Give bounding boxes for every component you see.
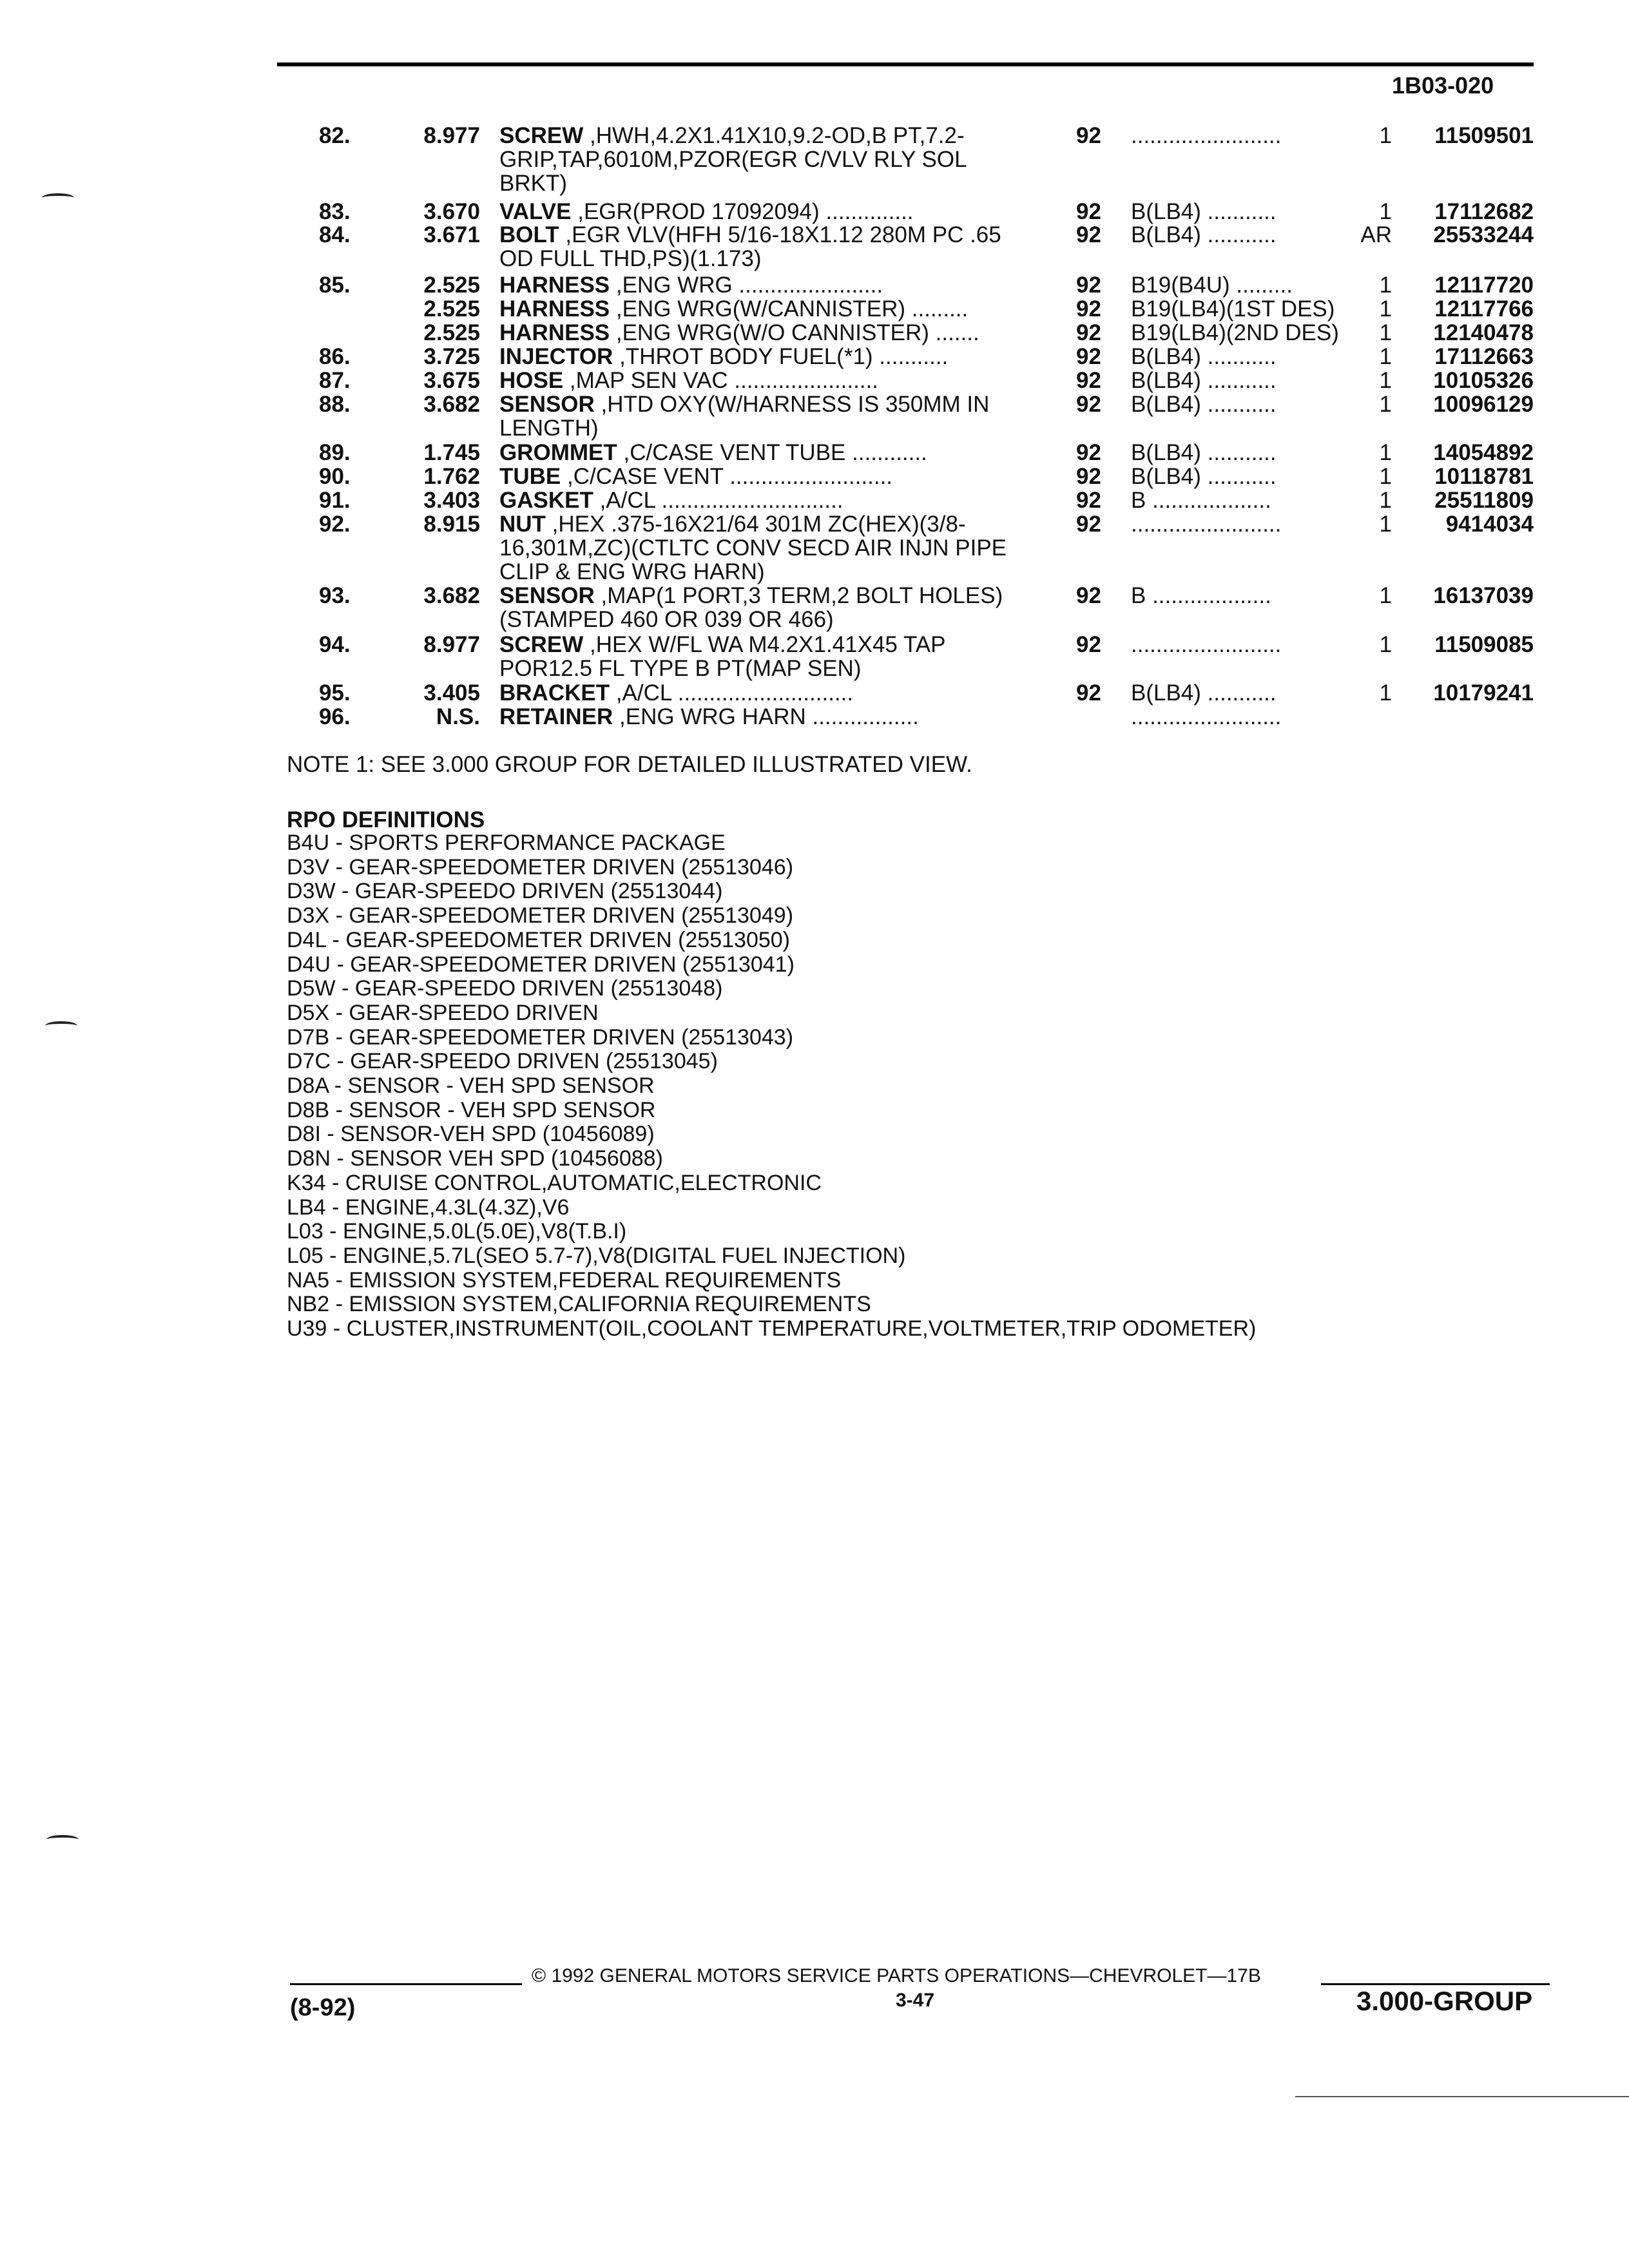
part-number: 10096129 [1433,392,1534,417]
rpo-item: U39 - CLUSTER,INSTRUMENT(OIL,COOLANT TEMPERATURE,VOLTMETER,TRIP ODOMETER) [287,1316,1257,1341]
part-description [499,345,1034,369]
usage: B(LB4) ........... [1131,199,1277,224]
part-detail: ,HEX .375-16X21/64 301M ZC(HEX)(3/8-16,301M,ZC)(CTLTC CONV SECD AIR INJN PIPE CLIP & ENG WRG HARN) [499,512,1007,584]
part-description [499,465,1034,488]
footer-rule-right [1321,1983,1550,1985]
part-detail: ,A/CL ............................ [610,680,854,706]
part-description [499,273,1034,297]
part-description [499,705,1034,729]
rpo-item: NB2 - EMISSION SYSTEM,CALIFORNIA REQUIREMENTS [287,1292,871,1317]
rpo-item: B4U - SPORTS PERFORMANCE PACKAGE [287,831,726,855]
part-detail: ,MAP SEN VAC ....................... [563,368,879,393]
part-description [499,200,1034,224]
part-detail: ,HTD OXY(W/HARNESS IS 350MM IN LENGTH) [499,392,990,441]
doc-code: 1B03-020 [1392,72,1494,99]
part-detail: ,EGR VLV(HFH 5/16-18X1.12 280M PC .65 OD FULL THD,PS)(1.173) [499,222,1001,271]
part-detail: ,ENG WRG(W/O CANNISTER) ....... [610,320,979,345]
usage: ........................ [1131,512,1282,537]
quantity: 1 [1379,273,1392,298]
part-name: SCREW [499,123,584,148]
part-name: BOLT [499,222,559,247]
item-number: 85. [319,273,351,298]
quantity: 1 [1379,368,1392,393]
group-number: 3.403 [423,488,480,513]
part-number: 9414034 [1445,512,1534,537]
rpo-item: D8B - SENSOR - VEH SPD SENSOR [287,1097,656,1122]
usage: B ................... [1131,488,1271,513]
part-detail: ,C/CASE VENT TUBE ............ [617,440,927,465]
part-description [499,681,1034,705]
rpo-item: D7C - GEAR-SPEEDO DRIVEN (25513045) [287,1049,718,1074]
part-name: NUT [499,512,546,537]
model-year: 92 [1076,392,1101,417]
revision-date: (8-92) [290,1994,356,2021]
usage: B(LB4) ........... [1131,680,1277,706]
rpo-item: D5W - GEAR-SPEEDO DRIVEN (25513048) [287,976,723,1001]
rpo-item: K34 - CRUISE CONTROL,AUTOMATIC,ELECTRONIC [287,1170,822,1195]
model-year: 92 [1076,512,1101,537]
quantity: 1 [1379,123,1392,148]
part-number: 17112682 [1434,199,1534,224]
part-name: SENSOR [499,392,595,417]
item-number: 94. [319,632,351,657]
margin-mark [46,1835,79,1844]
quantity: 1 [1379,583,1392,608]
usage: B19(LB4)(2ND DES) [1131,320,1339,345]
model-year: 92 [1076,199,1101,224]
group-number: 8.915 [423,512,480,537]
rpo-item: D8A - SENSOR - VEH SPD SENSOR [287,1073,655,1099]
part-number: 10118781 [1434,464,1534,489]
item-number: 93. [319,583,351,608]
usage: B(LB4) ........... [1131,440,1277,465]
part-description [499,321,1034,345]
usage: ........................ [1131,632,1282,657]
usage: B ................... [1131,583,1271,608]
model-year: 92 [1076,344,1101,369]
part-name: GROMMET [499,440,617,465]
item-number: 88. [319,392,351,417]
rpo-item: D7B - GEAR-SPEEDOMETER DRIVEN (25513043) [287,1024,794,1050]
rpo-definitions-list [287,831,1256,1341]
usage: B(LB4) ........... [1131,392,1277,417]
model-year: 92 [1076,222,1101,247]
group-number: 1.762 [423,464,480,489]
part-name: HARNESS [499,296,610,322]
part-name: INJECTOR [499,344,613,369]
rpo-item: L03 - ENGINE,5.0L(5.0E),V8(T.B.I) [287,1219,627,1244]
model-year: 92 [1076,583,1101,608]
part-description [499,124,1034,195]
bottom-edge-rule [1295,2096,1629,2097]
part-detail: ,ENG WRG(W/CANNISTER) ......... [610,296,969,322]
model-year: 92 [1076,464,1101,489]
group-number: 2.525 [423,273,480,298]
item-number: 96. [319,704,351,729]
part-number: 12117720 [1434,273,1534,298]
quantity: 1 [1379,344,1392,369]
group-number: 3.725 [423,344,480,369]
section-group: 3.000-GROUP [1356,1986,1533,2016]
model-year: 92 [1076,368,1101,393]
usage: B(LB4) ........... [1131,368,1277,393]
quantity: 1 [1379,632,1392,657]
part-detail: ,ENG WRG HARN ................. [613,704,919,729]
part-number: 12117766 [1434,296,1534,322]
illustration-note: NOTE 1: SEE 3.000 GROUP FOR DETAILED ILLUSTRATED VIEW. [287,752,972,777]
quantity: 1 [1379,392,1392,417]
rpo-item: D4U - GEAR-SPEEDOMETER DRIVEN (25513041) [287,952,795,977]
group-number: 8.977 [423,123,480,148]
group-number: 3.682 [423,583,480,608]
group-number: 1.745 [423,440,480,465]
usage: B(LB4) ........... [1131,464,1277,489]
margin-mark [42,193,74,202]
group-number: 8.977 [423,632,480,657]
rpo-item: D4L - GEAR-SPEEDOMETER DRIVEN (25513050) [287,927,790,952]
item-number: 92. [319,512,351,537]
group-number: 3.405 [423,680,480,706]
model-year: 92 [1076,488,1101,513]
model-year: 92 [1076,123,1101,148]
rpo-item: D8N - SENSOR VEH SPD (10456088) [287,1146,663,1171]
part-name: HARNESS [499,320,610,345]
item-number: 82. [319,123,351,148]
part-description [499,633,1034,680]
part-name: SENSOR [499,583,595,608]
rpo-item: L05 - ENGINE,5.7L(SEO 5.7-7),V8(DIGITAL FUEL INJECTION) [287,1243,906,1268]
quantity: 1 [1379,512,1392,537]
item-number: 91. [319,488,351,513]
part-description [499,369,1034,392]
part-detail: ,EGR(PROD 17092094) .............. [571,199,914,224]
item-number: 84. [319,222,351,247]
model-year: 92 [1076,680,1101,706]
part-description [499,488,1034,512]
rpo-item: NA5 - EMISSION SYSTEM,FEDERAL REQUIREMENTS [287,1267,842,1293]
part-number: 17112663 [1434,344,1534,369]
margin-mark [45,1021,77,1030]
model-year: 92 [1076,440,1101,465]
usage: ........................ [1131,704,1282,729]
part-description [499,512,1034,584]
part-description [499,297,1034,321]
footer-rule-left [290,1983,522,1985]
part-number: 12140478 [1433,320,1534,345]
part-detail: ,THROT BODY FUEL(*1) ........... [613,344,949,369]
part-name: HOSE [499,368,564,393]
part-description [499,584,1034,631]
item-number: 86. [319,344,351,369]
part-name: VALVE [499,199,572,224]
part-name: SCREW [499,632,584,657]
part-name: HARNESS [499,273,610,298]
part-detail: ,HWH,4.2X1.41X10,9.2-OD,B PT,7.2-GRIP,TAP,6010M,PZOR(EGR C/VLV RLY SOL BRKT) [499,123,967,196]
usage: ........................ [1131,123,1282,148]
rpo-item: D3W - GEAR-SPEEDO DRIVEN (25513044) [287,879,723,904]
rpo-item: D5X - GEAR-SPEEDO DRIVEN [287,1000,599,1025]
group-number: 2.525 [423,296,480,322]
group-number: N.S. [436,704,480,729]
quantity: 1 [1379,199,1392,224]
usage: B19(LB4)(1ST DES) [1131,296,1335,322]
part-detail: ,C/CASE VENT .......................... [561,464,893,489]
part-number: 11509085 [1434,632,1534,657]
part-description [499,392,1034,440]
usage: B(LB4) ........... [1131,344,1277,369]
group-number: 3.671 [423,222,480,247]
rpo-item: LB4 - ENGINE,4.3L(4.3Z),V6 [287,1195,570,1220]
usage: B(LB4) ........... [1131,222,1277,247]
model-year: 92 [1076,273,1101,298]
item-number: 83. [319,199,351,224]
part-number: 25533244 [1433,222,1534,247]
part-number: 16137039 [1433,583,1534,608]
model-year: 92 [1076,320,1101,345]
usage: B19(B4U) ......... [1131,273,1293,298]
item-number: 90. [319,464,351,489]
part-description [499,441,1034,465]
part-number: 11509501 [1434,123,1534,148]
rpo-item: D3V - GEAR-SPEEDOMETER DRIVEN (25513046) [287,854,794,879]
item-number: 87. [319,368,351,393]
part-description [499,223,1034,271]
part-name: TUBE [499,464,561,489]
group-number: 3.675 [423,368,480,393]
group-number: 3.670 [423,199,480,224]
part-detail: ,HEX W/FL WA M4.2X1.41X45 TAP POR12.5 FL TYPE B PT(MAP SEN) [499,632,945,681]
part-number: 25511809 [1434,488,1534,513]
quantity: AR [1360,222,1392,247]
part-detail: ,A/CL ............................. [593,488,843,513]
part-name: BRACKET [499,680,610,706]
quantity: 1 [1379,320,1392,345]
quantity: 1 [1379,296,1392,322]
page-number: 3-47 [896,1990,935,2011]
quantity: 1 [1379,440,1392,465]
part-name: GASKET [499,488,593,513]
rpo-item: D3X - GEAR-SPEEDOMETER DRIVEN (25513049) [287,903,794,928]
group-number: 3.682 [423,392,480,417]
part-detail: ,MAP(1 PORT,3 TERM,2 BOLT HOLES) (STAMPED 460 OR 039 OR 466) [499,583,1003,632]
rpo-definitions-title: RPO DEFINITIONS [287,807,485,832]
group-number: 2.525 [423,320,480,345]
model-year: 92 [1076,632,1101,657]
quantity: 1 [1379,488,1392,513]
part-name: RETAINER [499,704,613,729]
part-number: 14054892 [1433,440,1534,465]
header-rule [277,62,1534,66]
rpo-item: D8I - SENSOR-VEH SPD (10456089) [287,1122,655,1147]
part-number: 10179241 [1433,680,1534,706]
copyright-line: © 1992 GENERAL MOTORS SERVICE PARTS OPERATIONS—CHEVROLET—17B [532,1965,1261,1986]
item-number: 95. [319,680,351,706]
quantity: 1 [1379,464,1392,489]
part-detail: ,ENG WRG ....................... [610,273,883,298]
item-number: 89. [319,440,351,465]
part-number: 10105326 [1433,368,1534,393]
quantity: 1 [1379,680,1392,706]
model-year: 92 [1076,296,1101,322]
